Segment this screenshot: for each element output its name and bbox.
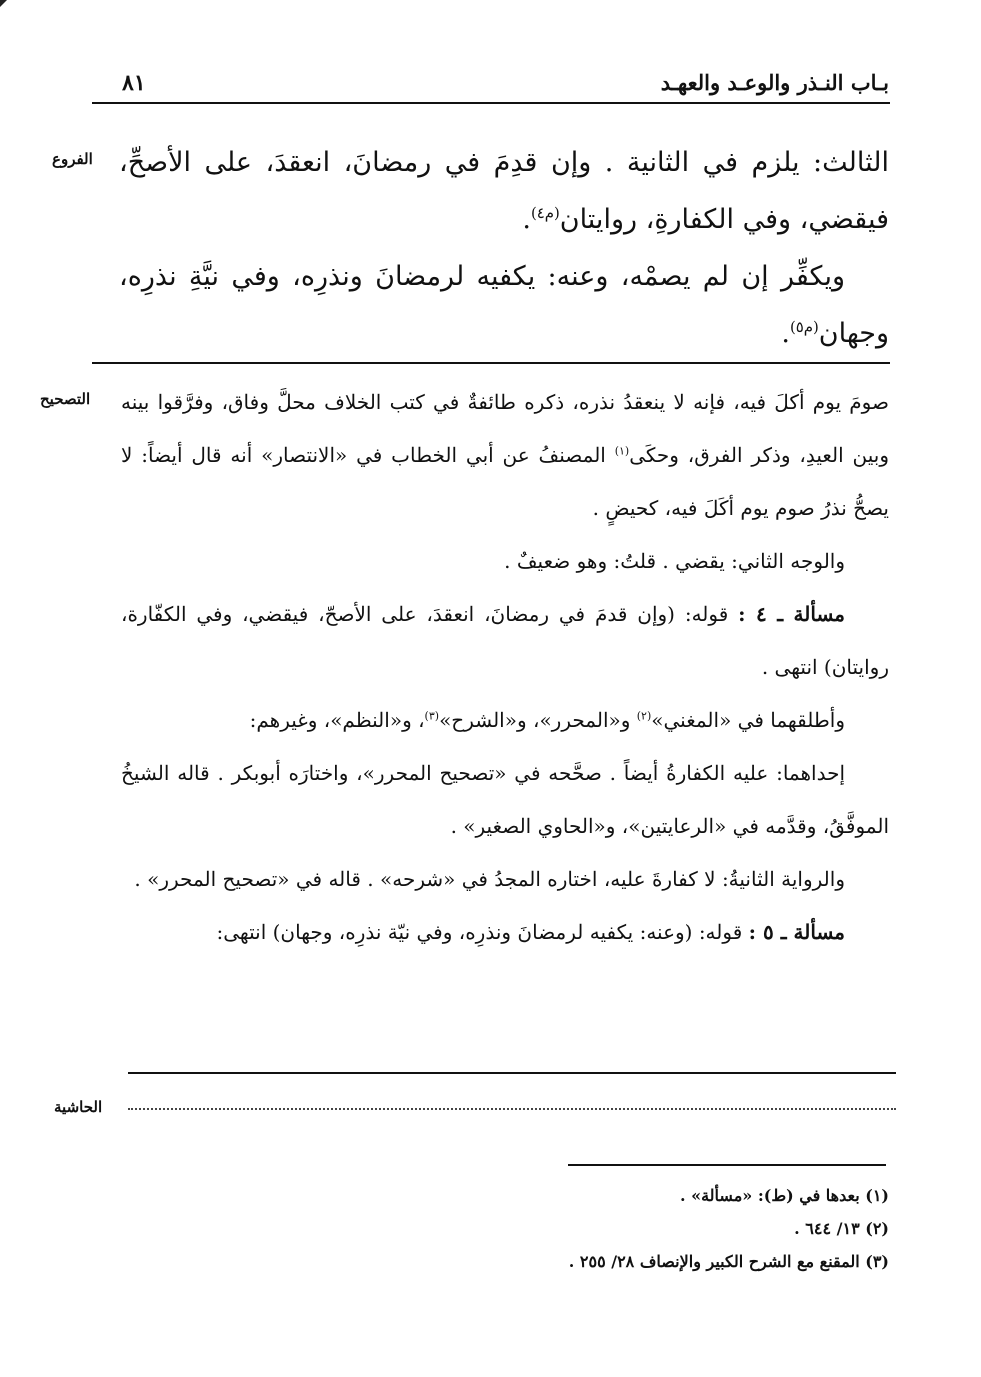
footnote-2: (٢) ١٣/ ٦٤٤ . <box>794 1219 889 1238</box>
main-paragraph-1-text: الثالث: يلزم في الثانية . وإن قدِمَ في رمضانَ، انعقدَ، على الأصحِّ، فيقضي، وفي الكفارةِ، روايتان <box>119 147 889 235</box>
running-title: بـاب النـذر والوعـد والعهـد <box>660 70 889 95</box>
margin-label-hashiya: الحاشية <box>54 1098 103 1116</box>
footnote-ref-2: (٢) <box>636 709 652 723</box>
main-paragraph-1-end: . <box>522 204 531 235</box>
footnote-3: (٣) المقنع مع الشرح الكبير والإنصاف ٢٨/ ٢٥٥ . <box>568 1252 889 1271</box>
commentary-4-text-a: وأطلقهما في «المغني» <box>651 708 845 732</box>
header-rule <box>92 102 890 104</box>
commentary-paragraph-5: إحداهما: عليه الكفارةُ أيضاً . صحَّحه في «تصحيح المحرر»، واختارَه أبوبكر . قاله الشيخُ الموفَّقُ، وقدَّمه في «الرعايتين»، و«الحاوي الصغير» . <box>121 761 889 838</box>
commentary-4-text-b: و«المحرر»، و«الشرح» <box>439 708 637 732</box>
main-paragraph-1 <box>119 134 889 248</box>
main-paragraph-2-end: . <box>781 318 790 349</box>
footnote-ref-3: (٣) <box>424 709 440 723</box>
hashiya-divider <box>128 1072 896 1074</box>
main-paragraph-2 <box>119 248 889 362</box>
scan-corner-mark <box>0 0 7 7</box>
commentary-paragraph-3 <box>121 588 889 694</box>
commentary-block <box>121 376 889 959</box>
main-paragraph-2-text: ويكفِّر إن لم يصمْه، وعنه: يكفيه لرمضانَ ونذرِه، وفي نيَّةِ نذرِه، وجهان <box>119 261 889 349</box>
masala-4-text: قوله: (وإن قدمَ في رمضانَ، انعقدَ، على الأصحّ، فيقضي، وفي الكفّارة، روايتان) انتهى . <box>121 602 889 679</box>
footnote-1: (١) بعدها في (ط): «مسألة» . <box>679 1186 889 1205</box>
page-number: ٨١ <box>122 70 146 96</box>
section-divider <box>92 362 890 364</box>
masala-5-text: قوله: (وعنه: يكفيه لرمضانَ ونذرِه، وفي نيّة نذرِه، وجهان) انتهى: <box>216 920 749 944</box>
footnote-rule <box>568 1164 886 1166</box>
commentary-paragraph-7 <box>121 906 889 959</box>
commentary-1-text-b: المصنفُ عن أبي الخطاب في «الانتصار» أنه قال أيضاً: لا يصحُّ نذرُ صوم يوم أكَلَ فيه، كحيضٍ . <box>121 443 889 520</box>
cross-ref-m5: (م٥) <box>790 318 819 336</box>
commentary-paragraph-1 <box>121 376 889 535</box>
commentary-paragraph-6: والرواية الثانيةُ: لا كفارةَ عليه، اختاره المجدُ في «شرحه» . قاله في «تصحيح المحرر» . <box>134 867 845 891</box>
cross-ref-m4: (م٤) <box>530 204 560 222</box>
masala-4-label: مسألة ـ ٤ : <box>738 602 845 626</box>
margin-label-tashih: التصحيح <box>40 390 91 408</box>
commentary-4-text-c: ، و«النظم»، وغيرهم: <box>249 708 425 732</box>
footnote-ref-1: (١) <box>614 444 630 458</box>
commentary-paragraph-2: والوجه الثاني: يقضي . قلتُ: وهو ضعيفٌ . <box>504 549 845 573</box>
commentary-paragraph-4 <box>121 694 889 747</box>
commentary-1-text-a: صومَ يوم أكلَ فيه، فإنه لا ينعقدُ نذره، ذكره طائفةٌ في كتب الخلاف محلَّ وفاق، وفرَّقوا بينه وبين العيدِ، وذكر الفرق، وحكَى <box>121 390 889 467</box>
masala-5-label: مسألة ـ ٥ : <box>748 920 845 944</box>
margin-label-furu: الفروع <box>52 150 93 168</box>
hashiya-dotted-line <box>128 1108 896 1110</box>
main-text-block <box>119 134 889 362</box>
